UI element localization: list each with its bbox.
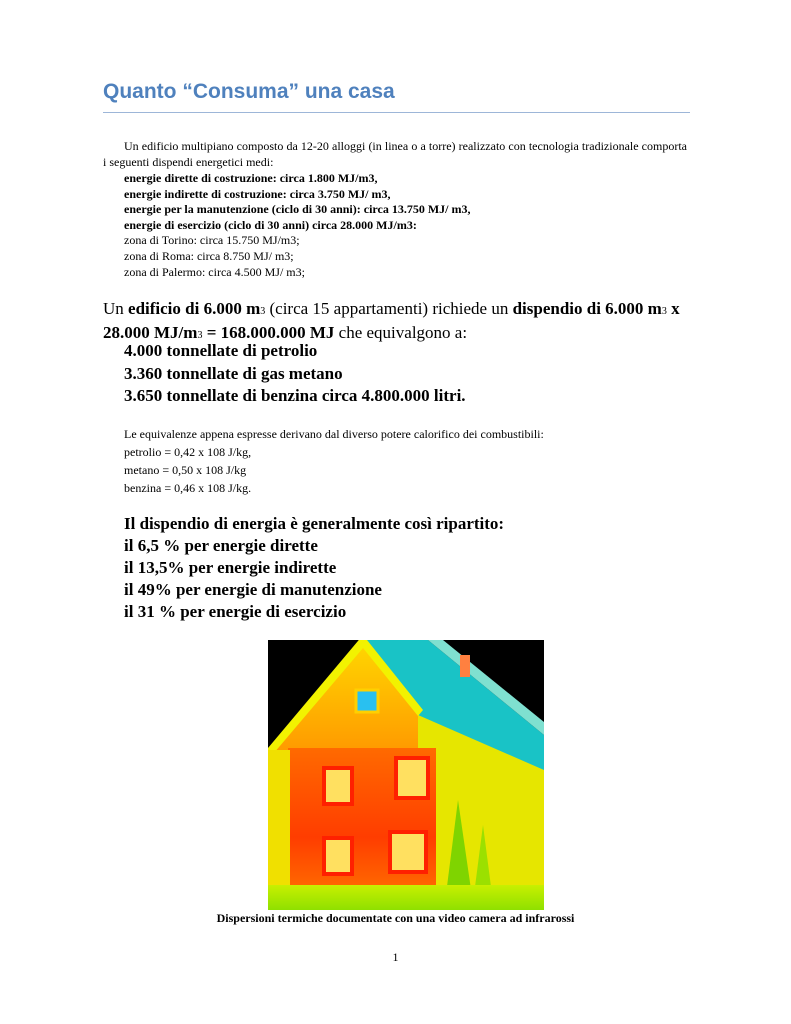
thermal-ground [268,885,544,910]
zone-item: zona di Palermo: circa 4.500 MJ/ m3; [124,264,305,279]
image-caption: Dispersioni termiche documentate con una video camera ad infrarossi [216,911,575,925]
thermal-gable-window [356,690,378,712]
distribution-heading: Il dispendio di energia è generalmente così ripartito: [124,514,505,533]
note-intro: Le equivalenze appena espresse derivano dal diverso potere calorifico dei combustibili: [124,427,544,441]
distribution-item: il 49% per energie di manutenzione [124,580,382,599]
calorific-note [124,425,544,497]
equivalent-item: 3.650 tonnellate di benzina circa 4.800.000 litri. [124,386,466,405]
equivalent-item: 3.360 tonnellate di gas metano [124,363,343,383]
thermal-window [396,758,428,798]
zone-item: zona di Torino: circa 15.750 MJ/m3; [124,233,300,248]
summary-paragraph [103,298,693,346]
distribution-item: il 31 % per energie di esercizio [124,602,347,621]
thermal-window [390,832,426,872]
summary-bold: dispendio di 6.000 m [512,299,662,318]
energy-item: energie indirette di costruzione: circa 3.750 MJ/ m3, [124,186,391,201]
distribution-list [124,513,504,623]
thermal-house-image [268,640,544,910]
page-number: 1 [392,950,399,964]
summary-exponent: 3 [197,330,203,341]
energy-item: energie di esercizio (ciclo di 30 anni) circa 28.000 MJ/m3: [124,217,417,232]
thermal-window [324,768,352,804]
summary-bold: = 168.000.000 MJ [202,323,335,342]
summary-bold: edificio di 6.000 m [128,299,261,318]
page-title: Quanto “Consuma” una casa [103,80,395,103]
thermal-window [324,838,352,874]
zone-item: zona di Roma: circa 8.750 MJ/ m3; [124,248,294,263]
summary-bold: x 28.000 MJ/m [103,299,680,342]
summary-text: che equivalgono a: [334,323,468,342]
thermal-chimney [460,655,470,677]
note-line: petrolio = 0,42 x 108 J/kg, [124,445,252,459]
summary-exponent: 3 [661,306,667,317]
summary-text: Un [103,299,129,318]
distribution-item: il 13,5% per energie indirette [124,558,337,577]
summary-text: (circa 15 appartamenti) richiede un [265,299,513,318]
equivalents-list [124,340,466,408]
title-divider [103,112,690,113]
equivalent-item: 4.000 tonnellate di petrolio [124,341,318,360]
energy-item: energie dirette di costruzione: circa 1.800 MJ/m3, [124,171,378,185]
energy-list [124,171,471,280]
energy-item: energie per la manutenzione (ciclo di 30 anni): circa 13.750 MJ/ m3, [124,202,471,217]
note-line: metano = 0,50 x 108 J/kg [124,463,247,477]
distribution-item: il 6,5 % per energie dirette [124,536,318,555]
intro-paragraph: Un edificio multipiano composto da 12-20 alloggi (in linea o a torre) realizzato con tecnologia tradizionale comporta i seguenti dispendi energetici medi: [103,139,687,169]
note-line: benzina = 0,46 x 108 J/kg. [124,481,252,495]
summary-exponent: 3 [260,306,266,317]
